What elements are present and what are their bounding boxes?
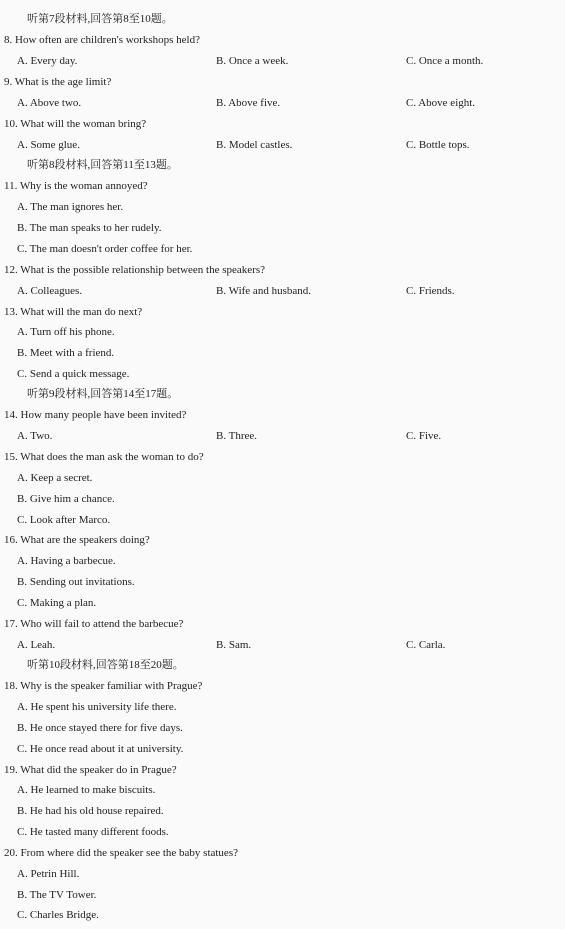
question-14: 14. How many people have been invited?: [4, 409, 187, 421]
option-11-a: A. The man ignores her.: [17, 201, 124, 213]
question-18: 18. Why is the speaker familiar with Prague?: [4, 680, 203, 692]
option-15-c: C. Look after Marco.: [17, 514, 111, 526]
option-11-c: C. The man doesn't order coffee for her.: [17, 243, 193, 255]
question-13: 13. What will the man do next?: [4, 306, 143, 318]
option-18-b: B. He once stayed there for five days.: [17, 722, 183, 734]
option-a: A. Colleagues.: [17, 285, 83, 297]
option-20-a: A. Petrin Hill.: [17, 868, 80, 880]
option-c: C. Bottle tops.: [406, 139, 470, 151]
option-c: C. Above eight.: [406, 97, 476, 109]
option-20-c: C. Charles Bridge.: [17, 909, 99, 921]
option-16-a: A. Having a barbecue.: [17, 555, 116, 567]
section-heading-9: 听第9段材料,回答第14至17题。: [27, 388, 179, 400]
option-b: B. Wife and husband.: [216, 285, 311, 297]
option-c: C. Friends.: [406, 285, 455, 297]
question-9: 9. What is the age limit?: [4, 76, 112, 88]
options-row-8: [0, 53, 565, 69]
option-b: B. Model castles.: [216, 139, 293, 151]
question-8: 8. How often are children's workshops held?: [4, 34, 200, 46]
option-19-b: B. He had his old house repaired.: [17, 805, 164, 817]
section-heading-8: 听第8段材料,回答第11至13题。: [27, 159, 178, 171]
question-12: 12. What is the possible relationship between the speakers?: [4, 264, 265, 276]
section-heading-7: 听第7段材料,回答第8至10题。: [27, 13, 173, 25]
option-18-a: A. He spent his university life there.: [17, 701, 177, 713]
option-c: C. Once a month.: [406, 55, 484, 67]
question-20: 20. From where did the speaker see the baby statues?: [4, 847, 238, 859]
option-20-b: B. The TV Tower.: [17, 889, 97, 901]
option-a: A. Above two.: [17, 97, 82, 109]
question-17: 17. Who will fail to attend the barbecue?: [4, 618, 184, 630]
option-a: A. Some glue.: [17, 139, 80, 151]
option-b: B. Three.: [216, 430, 258, 442]
section-heading-10: 听第10段材料,回答第18至20题。: [27, 659, 184, 671]
option-15-b: B. Give him a chance.: [17, 493, 115, 505]
question-15: 15. What does the man ask the woman to do?: [4, 451, 204, 463]
question-16: 16. What are the speakers doing?: [4, 534, 150, 546]
options-row-9: [0, 95, 565, 111]
option-13-a: A. Turn off his phone.: [17, 326, 115, 338]
option-b: B. Once a week.: [216, 55, 289, 67]
option-a: A. Leah.: [17, 639, 56, 651]
question-10: 10. What will the woman bring?: [4, 118, 147, 130]
option-b: B. Above five.: [216, 97, 281, 109]
options-row-14: [0, 428, 565, 444]
option-15-a: A. Keep a secret.: [17, 472, 93, 484]
options-row-17: [0, 637, 565, 653]
option-19-a: A. He learned to make biscuits.: [17, 784, 156, 796]
option-c: C. Five.: [406, 430, 442, 442]
option-c: C. Carla.: [406, 639, 446, 651]
question-19: 19. What did the speaker do in Prague?: [4, 764, 177, 776]
option-16-b: B. Sending out invitations.: [17, 576, 135, 588]
option-b: B. Sam.: [216, 639, 252, 651]
question-11: 11. Why is the woman annoyed?: [4, 180, 148, 192]
options-row-12: [0, 283, 565, 299]
option-19-c: C. He tasted many different foods.: [17, 826, 169, 838]
options-row-10: [0, 137, 565, 153]
option-13-b: B. Meet with a friend.: [17, 347, 115, 359]
option-11-b: B. The man speaks to her rudely.: [17, 222, 162, 234]
option-13-c: C. Send a quick message.: [17, 368, 130, 380]
option-18-c: C. He once read about it at university.: [17, 743, 184, 755]
option-a: A. Two.: [17, 430, 53, 442]
option-16-c: C. Making a plan.: [17, 597, 97, 609]
option-a: A. Every day.: [17, 55, 78, 67]
